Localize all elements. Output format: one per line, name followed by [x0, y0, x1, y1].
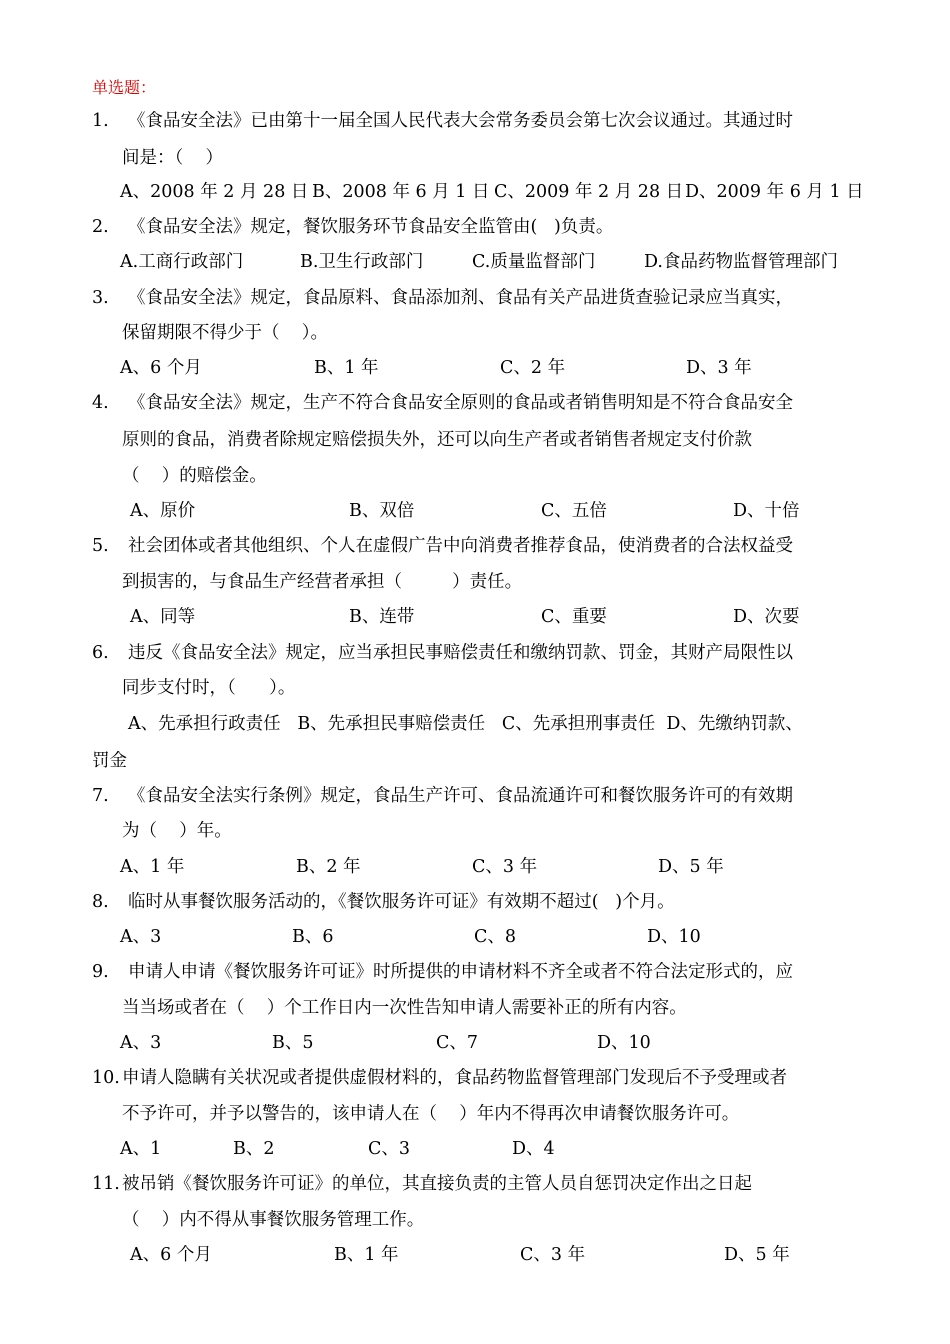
option-b: B、5: [272, 1033, 314, 1053]
question-text: 为（ ）年。: [122, 821, 232, 841]
option-c: C、3 年: [472, 857, 538, 877]
option-c: C、8: [474, 927, 517, 947]
option-d: D、5 年: [724, 1245, 790, 1265]
option-c: C.质量监督部门: [472, 252, 596, 272]
option-d: D.食品药物监督管理部门: [644, 252, 838, 272]
option-c: C、3: [368, 1139, 411, 1159]
option-d: D、次要: [733, 607, 800, 627]
question-text: 申请人申请《餐饮服务许可证》时所提供的申请材料不齐全或者不符合法定形式的，应: [128, 962, 793, 982]
option-b: B、2: [233, 1139, 275, 1159]
option-b: B、1 年: [314, 358, 379, 378]
question-number: 3.: [92, 288, 109, 308]
option-a: A.工商行政部门: [120, 252, 244, 272]
option-a: A、3: [120, 927, 162, 947]
question-number: 8.: [92, 892, 109, 912]
option-b: B、2008 年 6 月 1 日: [312, 182, 490, 202]
question-text: 《食品安全法》规定，生产不符合食品安全原则的食品或者销售明知是不符合食品安全: [128, 393, 793, 413]
question-text: 当当场或者在（ ）个工作日内一次性告知申请人需要补正的所有内容。: [122, 998, 687, 1018]
option-b: B、1 年: [334, 1245, 399, 1265]
question-text: 申请人隐瞒有关状况或者提供虚假材料的，食品药物监督管理部门发现后不予受理或者: [122, 1068, 787, 1088]
option-a: A、2008 年 2 月 28 日: [120, 182, 309, 202]
question-text: 《食品安全法实行条例》规定，食品生产许可、食品流通许可和餐饮服务许可的有效期: [128, 786, 793, 806]
question-text: 不予许可，并予以警告的，该申请人在（ ）年内不得再次申请餐饮服务许可。: [122, 1104, 740, 1124]
question-text: 同步支付时，（ ）。: [122, 678, 296, 698]
question-text: 违反《食品安全法》规定，应当承担民事赔偿责任和缴纳罚款、罚金，其财产局限性以: [128, 643, 793, 663]
options-line-wrap: 罚金: [92, 751, 127, 771]
option-a: A、6 个月: [130, 1245, 212, 1265]
question-text: 被吊销《餐饮服务许可证》的单位，其直接负责的主管人员自惩罚决定作出之日起: [122, 1174, 752, 1194]
question-number: 1.: [92, 111, 109, 131]
option-a: A、同等: [130, 607, 196, 627]
option-b: B、6: [292, 927, 334, 947]
option-a: A、1: [120, 1139, 162, 1159]
question-number: 2.: [92, 217, 109, 237]
question-number: 9.: [92, 962, 109, 982]
option-d: D、10: [647, 927, 701, 947]
question-number: 4.: [92, 393, 109, 413]
option-d: D、5 年: [658, 857, 724, 877]
option-c: C、2009 年 2 月 28 日: [494, 182, 684, 202]
question-text: （ ）内不得从事餐饮服务管理工作。: [122, 1210, 425, 1230]
question-text: 到损害的，与食品生产经营者承担（ ）责任。: [122, 572, 523, 592]
question-number: 11.: [92, 1174, 120, 1194]
option-b: B、双倍: [349, 501, 415, 521]
option-d: D、3 年: [686, 358, 752, 378]
question-text: （ ）的赔偿金。: [122, 466, 267, 486]
option-c: C、7: [436, 1033, 479, 1053]
option-a: A、3: [120, 1033, 162, 1053]
question-text: 保留期限不得少于（ ）。: [122, 323, 329, 343]
option-c: C、3 年: [520, 1245, 586, 1265]
option-c: C、重要: [541, 607, 607, 627]
option-b: B、连带: [349, 607, 415, 627]
option-d: D、4: [512, 1139, 555, 1159]
question-text: 《食品安全法》规定，餐饮服务环节食品安全监管由( )负责。: [128, 217, 614, 237]
question-number: 5.: [92, 536, 109, 556]
option-c: C、2 年: [500, 358, 566, 378]
question-text: 原则的食品，消费者除规定赔偿损失外，还可以向生产者或者销售者规定支付价款: [122, 430, 752, 450]
question-number: 6.: [92, 643, 109, 663]
option-d: D、2009 年 6 月 1 日: [685, 182, 864, 202]
options-line: A、先承担行政责任 B、先承担民事赔偿责任 C、先承担刑事责任 D、先缴纳罚款、: [128, 714, 803, 734]
option-a: A、1 年: [120, 857, 185, 877]
option-d: D、10: [597, 1033, 651, 1053]
question-text: 社会团体或者其他组织、个人在虚假广告中向消费者推荐食品，使消费者的合法权益受: [128, 536, 793, 556]
section-title: 单选题：: [92, 78, 157, 97]
question-number: 7.: [92, 786, 109, 806]
option-c: C、五倍: [541, 501, 607, 521]
question-text: 临时从事餐饮服务活动的，《餐饮服务许可证》有效期不超过( )个月。: [128, 892, 675, 912]
question-text: 《食品安全法》规定，食品原料、食品添加剂、食品有关产品进货查验记录应当真实，: [128, 288, 793, 308]
question-text: 间是：（ ）: [122, 148, 224, 168]
option-a: A、6 个月: [120, 358, 202, 378]
option-d: D、十倍: [733, 501, 800, 521]
option-a: A、原价: [130, 501, 196, 521]
question-text: 《食品安全法》已由第十一届全国人民代表大会常务委员会第七次会议通过。其通过时: [128, 111, 793, 131]
option-b: B、2 年: [296, 857, 361, 877]
question-number: 10.: [92, 1068, 120, 1088]
option-b: B.卫生行政部门: [300, 252, 424, 272]
